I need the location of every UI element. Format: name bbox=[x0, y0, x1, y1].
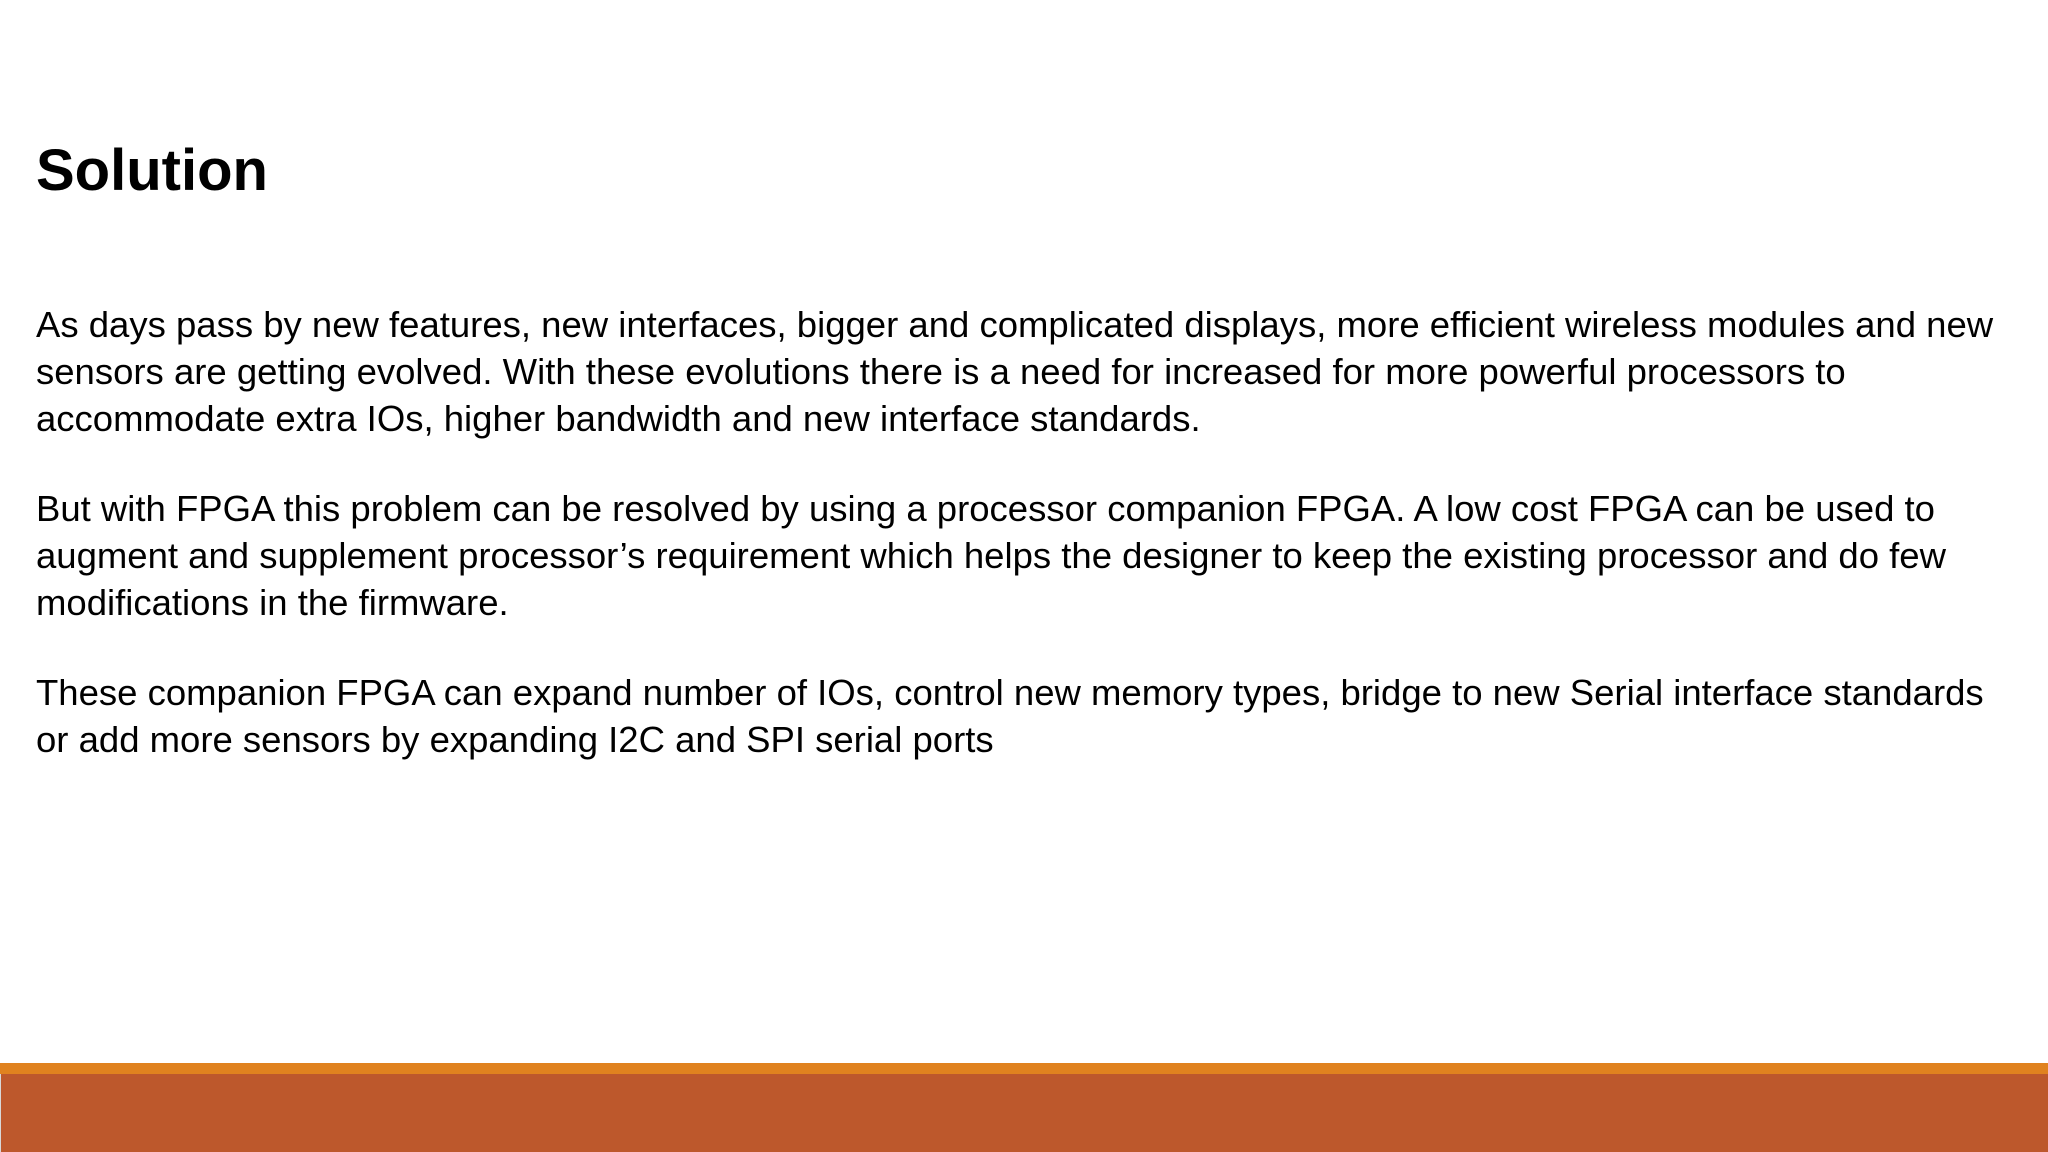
footer-accent-stripe bbox=[0, 1063, 2048, 1074]
paragraph-processor-needs: As days pass by new features, new interfaces, bigger and complicated displays, more efficient wireless modules and new sensors are getting evolved. With these evolutions there is a need for increased for more powerful processors to accommodate extra IOs, higher bandwidth and new interface standards. bbox=[36, 304, 1994, 439]
slide-body bbox=[36, 301, 2012, 806]
slide-title: Solution bbox=[36, 138, 268, 203]
paragraph-fpga-companion: But with FPGA this problem can be resolved by using a processor companion FPGA. A low cost FPGA can be used to augment and supplement processor’s requirement which helps the designer to keep the existing processor and do few modifications in the firmware. bbox=[36, 488, 1946, 623]
paragraph-companion-capabilities: These companion FPGA can expand number of IOs, control new memory types, bridge to new Serial interface standards or add more sensors by expanding I2C and SPI serial ports bbox=[36, 672, 1984, 760]
footer-bar bbox=[1, 1074, 2048, 1152]
